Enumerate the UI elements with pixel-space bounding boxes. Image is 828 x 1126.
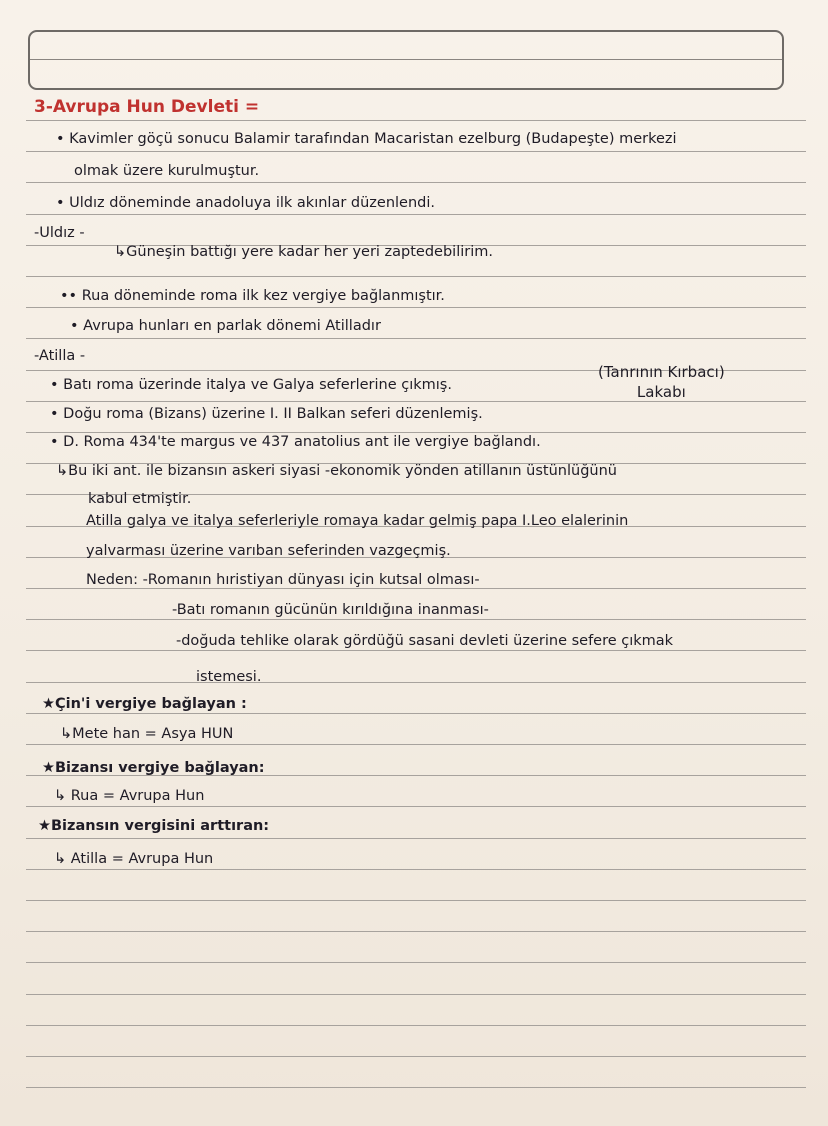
ruled-line xyxy=(26,931,806,932)
ruled-line xyxy=(26,1087,806,1088)
note-line: ★Çin'i vergiye bağlayan : xyxy=(42,696,247,712)
side-note xyxy=(598,362,725,402)
note-line: -Atilla - xyxy=(34,348,86,364)
note-line: ↳Mete han = Asya HUN xyxy=(60,726,234,742)
note-line: • D. Roma 434'te margus ve 437 anatolius ant ile vergiye bağlandı. xyxy=(50,434,541,450)
note-line: olmak üzere kurulmuştur. xyxy=(74,163,260,179)
note-line: -Batı romanın gücünün kırıldığına inanması- xyxy=(172,602,489,618)
note-line: ↳Güneşin battığı yere kadar her yeri zaptedebilirim. xyxy=(114,244,493,260)
ruled-line xyxy=(26,1056,806,1057)
ruled-line xyxy=(26,900,806,901)
header-box xyxy=(28,30,784,90)
ruled-line xyxy=(26,994,806,995)
note-line: -Uldız - xyxy=(34,225,85,241)
note-line: yalvarması üzerine varıban seferinden vazgeçmiş. xyxy=(86,543,451,559)
note-line: •• Rua döneminde roma ilk kez vergiye bağlanmıştır. xyxy=(60,288,445,304)
header-divider xyxy=(30,59,782,60)
side-note-line: (Tanrının Kırbacı) xyxy=(598,363,725,381)
ruled-line xyxy=(26,962,806,963)
ruled-line xyxy=(26,276,806,277)
note-line: ★Bizansı vergiye bağlayan: xyxy=(42,760,265,776)
ruled-line xyxy=(26,682,806,683)
note-line: • Uldız döneminde anadoluya ilk akınlar düzenlendi. xyxy=(56,195,435,211)
note-line: ★Bizansın vergisini arttıran: xyxy=(38,818,270,834)
note-line: ↳ Atilla = Avrupa Hun xyxy=(54,851,214,867)
note-line: ↳ Rua = Avrupa Hun xyxy=(54,788,205,804)
note-line: • Doğu roma (Bizans) üzerine I. II Balkan seferi düzenlemiş. xyxy=(50,406,483,422)
page-title: 3-Avrupa Hun Devleti = xyxy=(34,97,260,117)
note-line: -doğuda tehlike olarak gördüğü sasani devleti üzerine sefere çıkmak xyxy=(176,633,674,649)
note-line: • Avrupa hunları en parlak dönemi Atilladır xyxy=(70,318,381,334)
ruled-line xyxy=(26,1025,806,1026)
note-line: istemesi. xyxy=(196,669,262,685)
note-line: Neden: -Romanın hıristiyan dünyası için kutsal olması- xyxy=(86,572,480,588)
note-line: • Batı roma üzerinde italya ve Galya seferlerine çıkmış. xyxy=(50,377,452,393)
note-line: Atilla galya ve italya seferleriyle romaya kadar gelmiş papa I.Leo elalerinin xyxy=(86,513,629,529)
note-line: ↳Bu iki ant. ile bizansın askeri siyasi -ekonomik yönden atillanın üstünlüğünü xyxy=(56,463,617,479)
side-note-line: Lakabı xyxy=(636,383,686,401)
note-line: kabul etmiştir. xyxy=(88,491,192,507)
note-line: • Kavimler göçü sonucu Balamir tarafından Macaristan ezelburg (Budapeşte) merkezi xyxy=(56,131,677,147)
